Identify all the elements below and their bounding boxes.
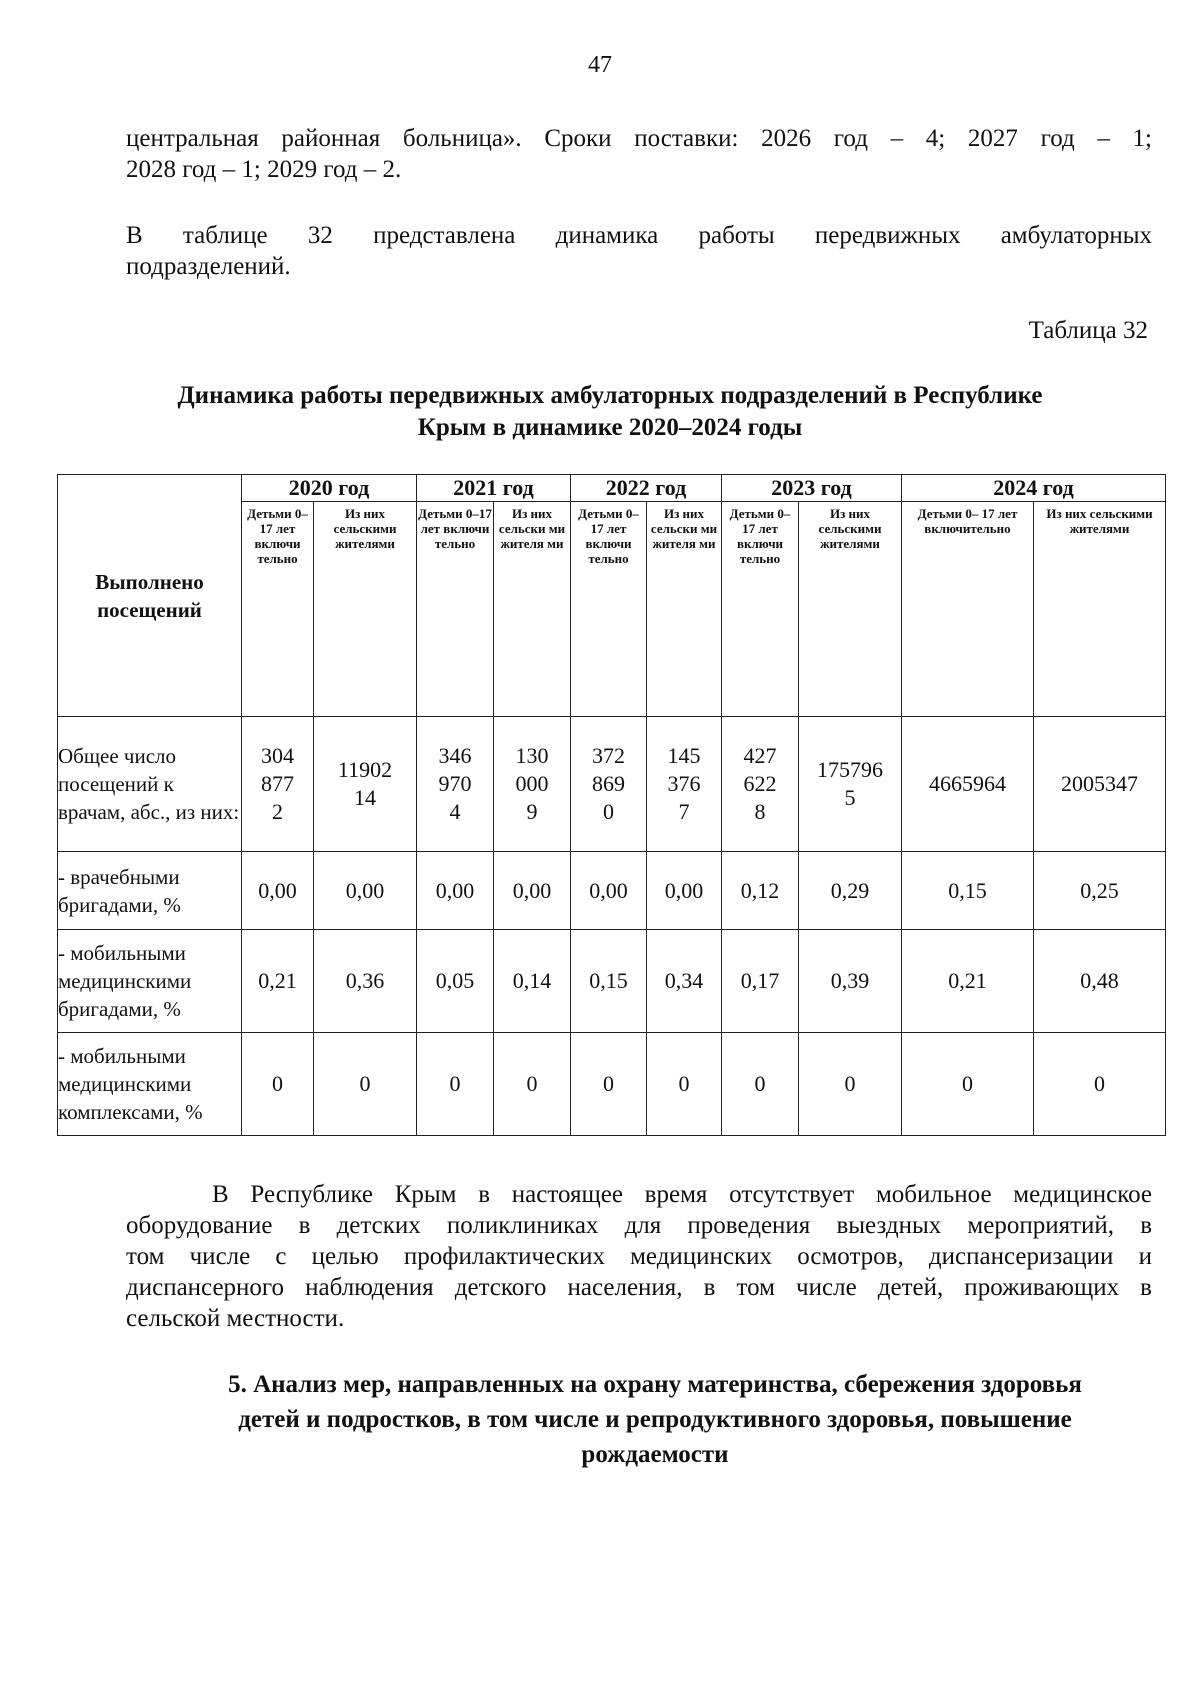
table-cell: 0,14: [494, 930, 571, 1033]
table-cell: 0: [571, 1033, 647, 1136]
year-header-row: [58, 475, 1166, 502]
row-label: - мобильными медицинскими бригадами, %: [58, 930, 242, 1033]
table-cell: 0,21: [902, 930, 1034, 1033]
table-cell: 0: [314, 1033, 417, 1136]
column-subheader: Детьми 0– 17 лет включительно: [902, 502, 1034, 717]
table-title: [60, 380, 1160, 444]
table-cell: 0: [417, 1033, 494, 1136]
row-label: Общее число посещений к врачам, абс., из них:: [58, 717, 242, 852]
intro-paragraph: [126, 123, 1152, 185]
cell-value: 3728690: [592, 743, 625, 824]
year-header: 2022 год: [571, 475, 722, 502]
table-cell: [494, 717, 571, 852]
year-header: 2024 год: [902, 475, 1166, 502]
table-cell: [799, 717, 902, 852]
table-row: [58, 852, 1166, 930]
table-cell: 0,00: [417, 852, 494, 930]
table-cell: 0,12: [722, 852, 799, 930]
table-cell: 0: [494, 1033, 571, 1136]
year-header: 2021 год: [417, 475, 571, 502]
table-intro-paragraph: [126, 220, 1152, 282]
column-subheader: Детьми 0– 17 лет включи тельно: [571, 502, 647, 717]
table-cell: 0: [799, 1033, 902, 1136]
cell-value: 1190214: [337, 757, 393, 810]
table-cell: 0,00: [242, 852, 314, 930]
table-cell: 0,15: [902, 852, 1034, 930]
page-number: 47: [588, 52, 612, 78]
column-subheader: Детьми 0– 17 лет включи тельно: [722, 502, 799, 717]
table-intro-line: В таблице 32 представлена динамика работы передвижных амбулаторных: [126, 222, 1152, 249]
table-cell: 2005347: [1034, 717, 1166, 852]
conclusion-paragraph: [126, 1179, 1152, 1334]
column-subheader: Из них сельскими жителями: [799, 502, 902, 717]
column-subheader: Детьми 0–17 лет включи тельно: [417, 502, 494, 717]
table-cell: 0: [1034, 1033, 1166, 1136]
table-cell: [722, 717, 799, 852]
conclusion-line: сельской местности.: [126, 1305, 345, 1332]
intro-line: 2028 год – 1; 2029 год – 2.: [126, 156, 402, 183]
table-cell: 0: [722, 1033, 799, 1136]
table-cell: 4665964: [902, 717, 1034, 852]
conclusion-line: диспансерного наблюдения детского населения, в том числе детей, проживающих в: [126, 1274, 1152, 1301]
table-intro-line: подразделений.: [126, 253, 291, 280]
column-subheader: Из них сельски ми жителя ми: [647, 502, 722, 717]
conclusion-line: оборудование в детских поликлиниках для проведения выездных мероприятий, в: [126, 1212, 1152, 1239]
table-cell: 0,00: [647, 852, 722, 930]
table-cell: [417, 717, 494, 852]
column-subheader: Из них сельскими жителями: [1034, 502, 1166, 717]
table-row: [58, 930, 1166, 1033]
column-subheader: Из них сельскими жителями: [314, 502, 417, 717]
conclusion-line: том числе с целью профилактических медицинских осмотров, диспансеризации и: [126, 1243, 1152, 1270]
table-cell: 0: [902, 1033, 1034, 1136]
table-cell: 0,15: [571, 930, 647, 1033]
table-cell: 0,00: [314, 852, 417, 930]
section-heading-line: детей и подростков, в том числе и репродуктивного здоровья, повышение: [238, 1406, 1072, 1433]
cell-value: 3469704: [438, 743, 472, 824]
table-cell: 0,48: [1034, 930, 1166, 1033]
table-cell: 0,34: [647, 930, 722, 1033]
cell-value: 1757965: [817, 757, 883, 810]
year-header: 2020 год: [242, 475, 417, 502]
table-cell: 0,21: [242, 930, 314, 1033]
conclusion-line: В Республике Крым в настоящее время отсутствует мобильное медицинское: [212, 1181, 1152, 1208]
row-label: - врачебными бригадами, %: [58, 852, 242, 930]
cell-value: 4276228: [743, 743, 777, 824]
table-cell: [314, 717, 417, 852]
table-row: [58, 717, 1166, 852]
table-cell: 0,00: [494, 852, 571, 930]
year-header: 2023 год: [722, 475, 902, 502]
table-label: Таблица 32: [1028, 317, 1148, 344]
section-heading: [160, 1367, 1150, 1472]
visits-table: [57, 474, 1166, 1136]
row-header: Выполнено посещений: [58, 475, 242, 717]
table-cell: 0,25: [1034, 852, 1166, 930]
table-cell: 0,17: [722, 930, 799, 1033]
table-cell: 0,36: [314, 930, 417, 1033]
table-cell: [571, 717, 647, 852]
intro-line: центральная районная больница». Сроки поставки: 2026 год – 4; 2027 год – 1;: [126, 125, 1152, 152]
table-cell: [242, 717, 314, 852]
cell-value: 3048772: [261, 743, 294, 824]
cell-value: 1300009: [515, 743, 549, 824]
table-title-line: Крым в динамике 2020–2024 годы: [417, 414, 803, 441]
table-cell: 0: [242, 1033, 314, 1136]
table-title-line: Динамика работы передвижных амбулаторных подразделений в Республике: [177, 382, 1043, 409]
table-row: [58, 1033, 1166, 1136]
section-heading-line: 5. Анализ мер, направленных на охрану материнства, сбережения здоровья: [228, 1371, 1082, 1398]
cell-value: 1453767: [667, 743, 701, 824]
table-cell: 0,39: [799, 930, 902, 1033]
table-cell: 0,29: [799, 852, 902, 930]
table-cell: 0,00: [571, 852, 647, 930]
table-cell: 0,05: [417, 930, 494, 1033]
table-cell: [647, 717, 722, 852]
column-subheader: Из них сельски ми жителя ми: [494, 502, 571, 717]
row-label: - мобильными медицинскими комплексами, %: [58, 1033, 242, 1136]
column-subheader: Детьми 0–17 лет включи тельно: [242, 502, 314, 717]
table-cell: 0: [647, 1033, 722, 1136]
section-heading-line: рождаемости: [581, 1441, 729, 1468]
